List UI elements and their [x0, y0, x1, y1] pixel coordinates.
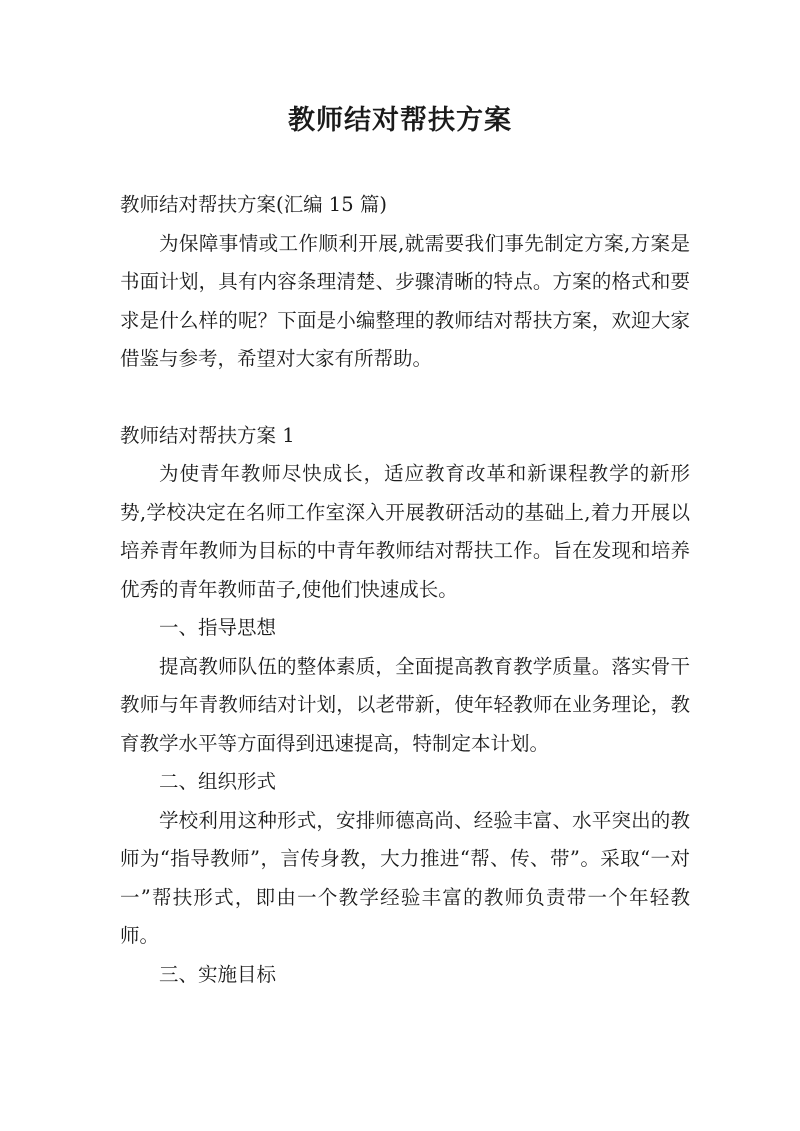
section-intro-paragraph: 为使青年教师尽快成长，适应教育改革和新课程教学的新形势,学校决定在名师工作室深入开展教研活动的基础上,着力开展以培养青年教师为目标的中青年教师结对帮扶工作。旨在发现和培养优秀的青年教师苗子,使他们快速成长。: [120, 462, 690, 601]
intro-paragraph: 为保障事情或工作顺利开展,就需要我们事先制定方案,方案是书面计划，具有内容条理清楚、步骤清晰的特点。方案的格式和要求是什么样的呢？下面是小编整理的教师结对帮扶方案，欢迎大家借鉴与参考，希望对大家有所帮助。: [120, 231, 690, 370]
document-subtitle: 教师结对帮扶方案(汇编 15 篇): [120, 193, 387, 216]
document-body: [120, 186, 690, 994]
document-title: 教师结对帮扶方案: [288, 105, 512, 136]
paragraph-spacer: [120, 379, 690, 417]
heading-implementation-goals: 三、实施目标: [159, 962, 277, 986]
section-title: 教师结对帮扶方案 1: [120, 423, 295, 447]
heading-organization-form: 二、组织形式: [159, 770, 277, 793]
paragraph-organization-form: 学校利用这种形式，安排师德高尚、经验丰富、水平突出的教师为“指导教师”，言传身教，大力推进“帮、传、带”。采取“一对一”帮扶形式，即由一个教学经验丰富的教师负责带一个年轻教师。: [120, 808, 690, 947]
paragraph-guiding-ideology: 提高教师队伍的整体素质，全面提高教育教学质量。落实骨干教师与年青教师结对计划，以老带新，使年轻教师在业务理论，教育教学水平等方面得到迅速提高，特制定本计划。: [120, 654, 690, 755]
heading-guiding-ideology: 一、指导思想: [159, 616, 277, 639]
